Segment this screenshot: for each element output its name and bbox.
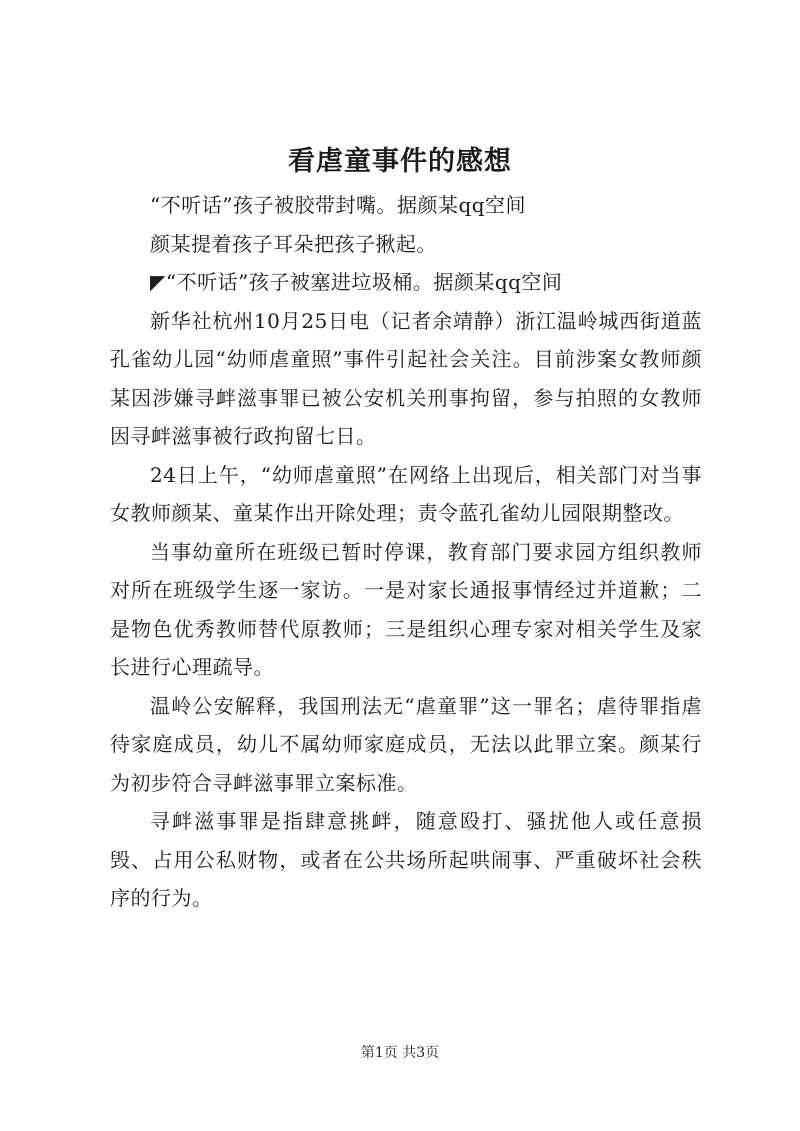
paragraph-police-explanation: 温岭公安解释，我国刑法无“虐童罪”这一罪名；虐待罪指虐待家庭成员，幼儿不属幼师家庭成员，无法以此罪立案。颜某行为初步符合寻衅滋事罪立案标准。: [110, 693, 702, 795]
paragraph-caption-2: 颜某提着孩子耳朵把孩子揪起。: [150, 231, 437, 256]
paragraph-dismissal: 24日上午，“幼师虐童照”在网络上出现后，相关部门对当事女教师颜某、童某作出开除处理；责令蓝孔雀幼儿园限期整改。: [110, 462, 702, 525]
paragraph-caption-3: ◤“不听话”孩子被塞进垃圾桶。据颜某qq空间: [150, 270, 563, 294]
article-body: [110, 186, 702, 918]
paragraph-news-lead: 新华社杭州10月25日电（记者余靖静）浙江温岭城西街道蓝孔雀幼儿园“幼师虐童照”事件引起社会关注。目前涉案女教师颜某因涉嫌寻衅滋事罪已被公安机关刑事拘留，参与拍照的女教师因寻衅滋事被行政拘留七日。: [110, 308, 702, 448]
paragraph-class-suspension: 当事幼童所在班级已暂时停课，教育部门要求园方组织教师对所在班级学生逐一家访。一是对家长通报事情经过并道歉；二是物色优秀教师替代原教师；三是组织心理专家对相关学生及家长进行心理疏导。: [110, 539, 702, 679]
paragraph-caption-1: “不听话”孩子被胶带封嘴。据颜某qq空间: [150, 193, 527, 217]
page-footer: 第1页 共3页: [360, 1045, 440, 1061]
page-title: 看虐童事件的感想: [288, 146, 512, 177]
paragraph-crime-definition: 寻衅滋事罪是指肆意挑衅，随意殴打、骚扰他人或任意损毁、占用公私财物，或者在公共场所起哄闹事、严重破坏社会秩序的行为。: [110, 809, 702, 910]
